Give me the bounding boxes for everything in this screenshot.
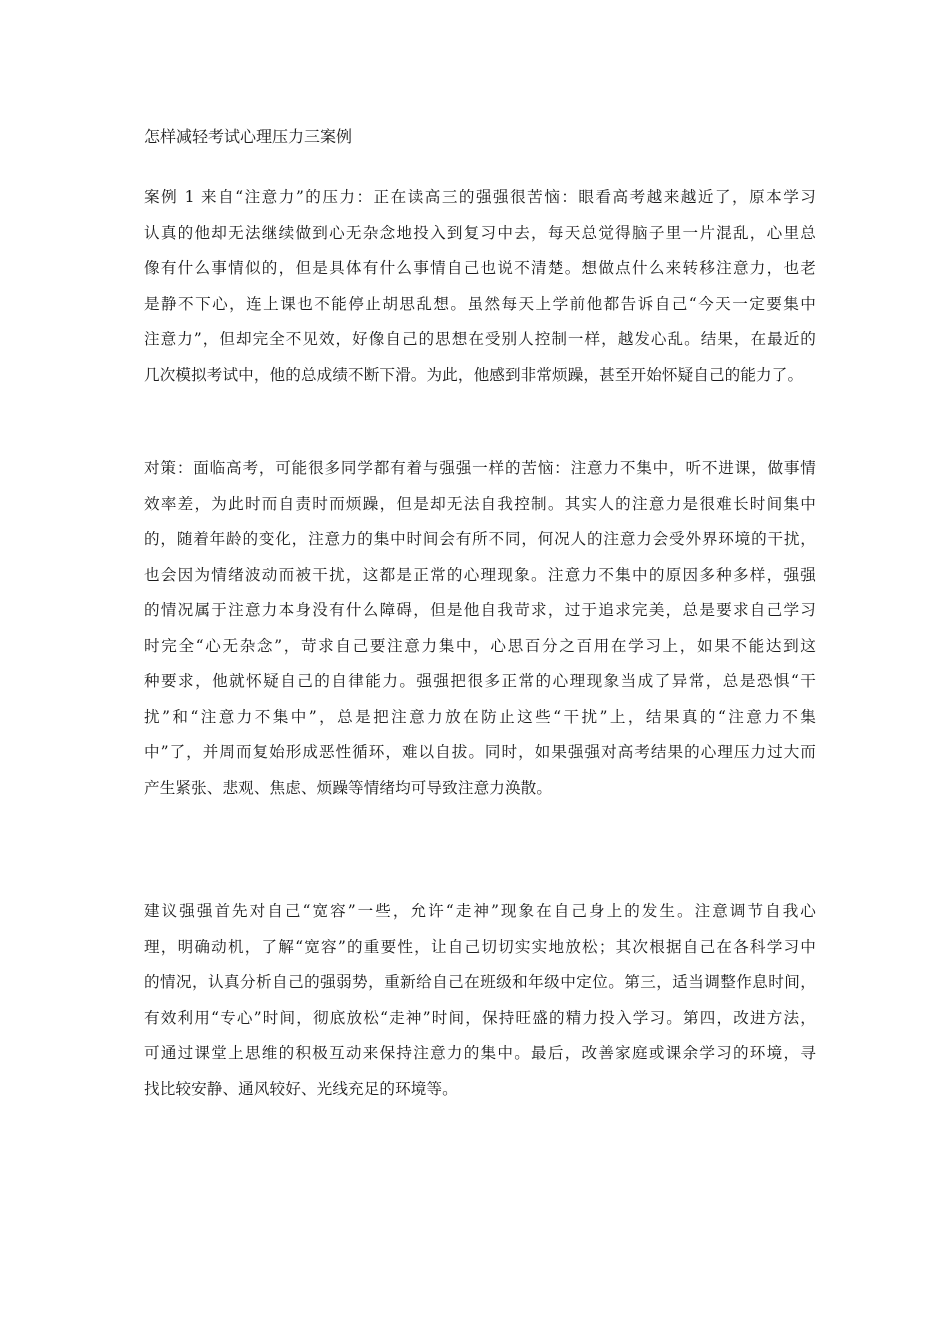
paragraph-line: 像有什么事情似的，但是具体有什么事情自己也说不清楚。想做点什么来转移注意力，也老 (144, 259, 816, 277)
paragraph-suggestion (144, 894, 816, 1107)
paragraph-line: 建议强强首先对自己“宽容”一些，允许“走神”现象在自己身上的发生。注意调节自我心 (144, 902, 816, 920)
paragraph-line: 也会因为情绪波动而被干扰，这都是正常的心理现象。注意力不集中的原因多种多样，强强 (144, 565, 816, 584)
paragraph-line: 的，随着年龄的变化，注意力的集中时间会有所不同，何况人的注意力会受外界环境的干扰， (144, 530, 816, 548)
paragraph-line: 中”了，并周而复始形成恶性循环，难以自拔。同时，如果强强对高考结果的心理压力过大而 (144, 743, 816, 761)
paragraph-line: 理，明确动机，了解“宽容”的重要性，让自己切切实实地放松；其次根据自己在各科学习中 (144, 937, 816, 956)
paragraph-line: 种要求，他就怀疑自己的自律能力。强强把很多正常的心理现象当成了异常，总是恐惧“干 (144, 672, 816, 690)
paragraph-line: 是静不下心，连上课也不能停止胡思乱想。虽然每天上学前他都告诉自己“今天一定要集中 (144, 294, 816, 313)
paragraph-line: 产生紧张、悲观、焦虑、烦躁等情绪均可导致注意力涣散。 (144, 778, 553, 797)
document-title: 怎样减轻考试心理压力三案例 (144, 127, 353, 146)
paragraph-line: 效率差，为此时而自责时而烦躁，但是却无法自我控制。其实人的注意力是很难长时间集中 (144, 494, 816, 513)
paragraph-line: 找比较安静、通风较好、光线充足的环境等。 (144, 1079, 458, 1098)
paragraph-strategy (144, 451, 816, 806)
paragraph-line: 几次模拟考试中，他的总成绩不断下滑。为此，他感到非常烦躁，甚至开始怀疑自己的能力了。 (144, 365, 804, 384)
paragraph-line: 注意力”，但却完全不见效，好像自己的思想在受别人控制一样，越发心乱。结果，在最近的 (144, 330, 816, 348)
paragraph-line: 可通过课堂上思维的积极互动来保持注意力的集中。最后，改善家庭或课余学习的环境，寻 (144, 1044, 816, 1062)
paragraph-line: 有效利用“专心”时间，彻底放松“走神”时间，保持旺盛的精力投入学习。第四，改进方法， (144, 1008, 816, 1027)
paragraph-line: 案例 1 来自“注意力”的压力：正在读高三的强强很苦恼：眼看高考越来越近了，原本学习 (144, 188, 816, 206)
paragraph-line: 扰”和“注意力不集中”，总是把注意力放在防止这些“干扰”上，结果真的“注意力不集 (144, 707, 816, 726)
paragraph-line: 的情况，认真分析自己的强弱势，重新给自己在班级和年级中定位。第三，适当调整作息时间， (144, 973, 816, 991)
paragraph-line: 的情况属于注意力本身没有什么障碍，但是他自我苛求，过于追求完美，总是要求自己学习 (144, 601, 816, 619)
paragraph-line: 时完全“心无杂念”，苛求自己要注意力集中，心思百分之百用在学习上，如果不能达到这 (144, 636, 816, 655)
paragraph-case-1 (144, 180, 816, 393)
paragraph-line: 认真的他却无法继续做到心无杂念地投入到复习中去，每天总觉得脑子里一片混乱，心里总 (144, 223, 816, 242)
paragraph-line: 对策：面临高考，可能很多同学都有着与强强一样的苦恼：注意力不集中，听不进课，做事情 (144, 459, 816, 477)
